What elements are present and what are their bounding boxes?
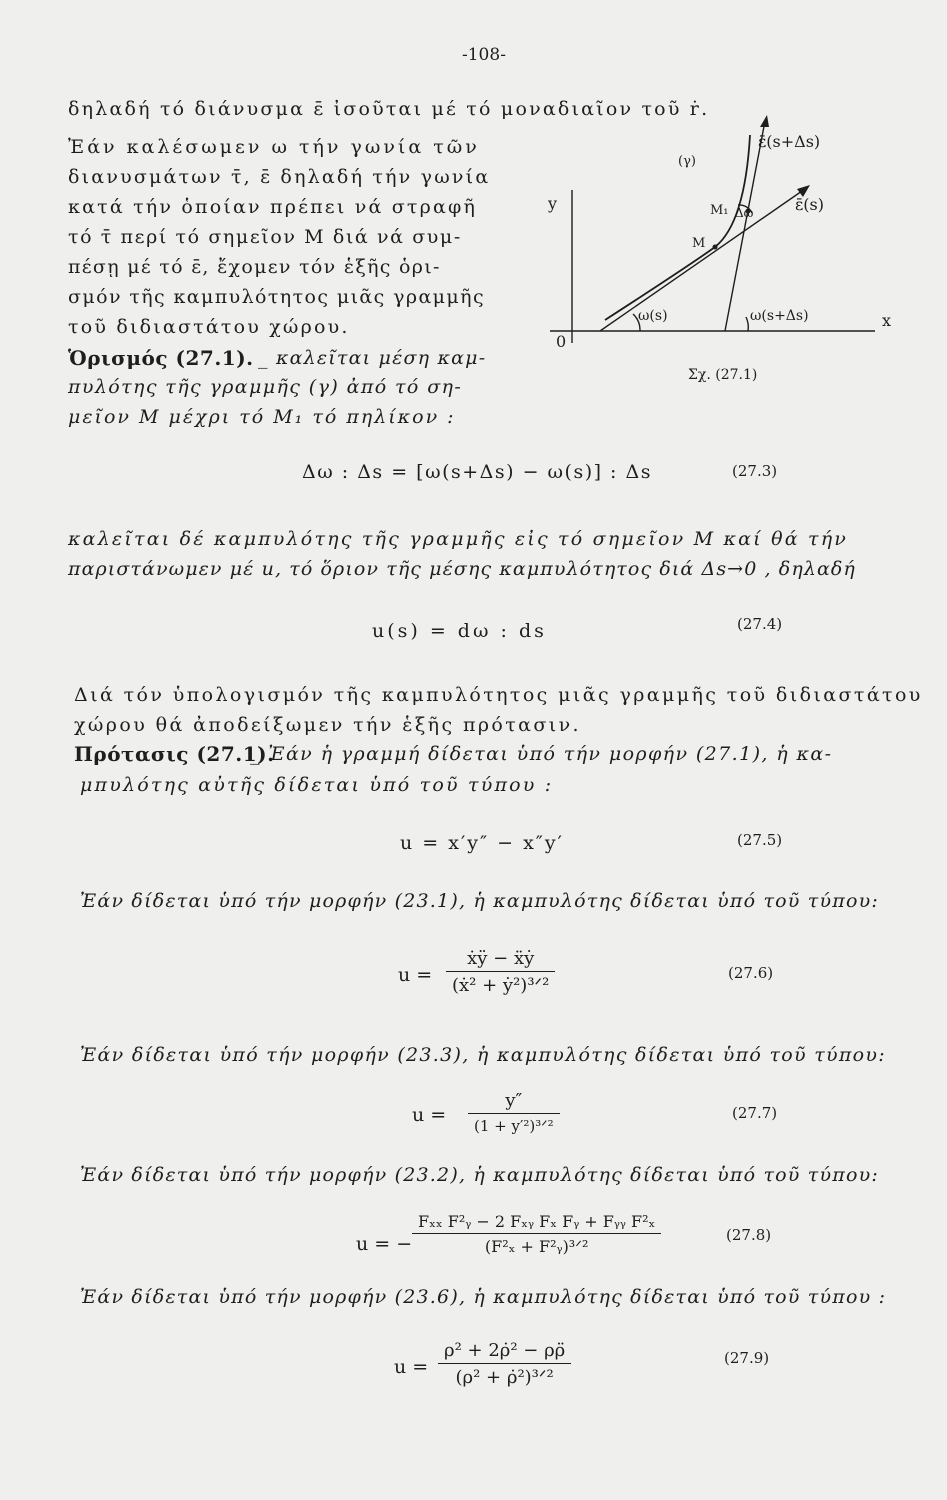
equation-27-9-fraction bbox=[438, 1340, 571, 1388]
denominator: (ẋ² + ẏ²)³ᐟ² bbox=[452, 975, 550, 996]
text-line: τό τ̄ περί τό σημεῖον Μ διά νά συμ- bbox=[68, 226, 462, 248]
label-omega-s-ds: ω(s+Δs) bbox=[750, 308, 809, 324]
equation-number: (27.9) bbox=[724, 1349, 770, 1367]
equation-27-5: u = x′y″ − x″y′ bbox=[400, 832, 564, 854]
label-eps-s-ds: ε̄(s+Δs) bbox=[758, 132, 821, 151]
equation-number: (27.5) bbox=[737, 831, 783, 849]
denominator: (1 + y′²)³ᐟ² bbox=[474, 1117, 554, 1135]
equation-27-6-fraction bbox=[446, 948, 555, 996]
curvature-figure bbox=[520, 95, 920, 395]
text-line: χώρου θά ἀποδείξωμεν τήν ἑξῆς πρότασιν. bbox=[74, 714, 581, 736]
text-line: Διά τόν ὑπολογισμόν τῆς καμπυλότητος μιᾶς γραμμῆς τοῦ διδιαστάτου bbox=[74, 684, 923, 706]
numerator: Fₓₓ F²ᵧ − 2 Fₓᵧ Fₓ Fᵧ + Fᵧᵧ F²ₓ bbox=[418, 1212, 656, 1231]
equation-27-3: Δω : Δs = [ω(s+Δs) − ω(s)] : Δs bbox=[302, 461, 652, 483]
equation-27-6-lhs: u = bbox=[398, 964, 433, 986]
text-line: Ἐάν καλέσωμεν ω τήν γωνία τῶν bbox=[68, 136, 480, 158]
numerator: y″ bbox=[505, 1090, 523, 1111]
denominator: (ρ² + ρ̇²)³ᐟ² bbox=[455, 1367, 554, 1388]
figure-caption: Σχ. (27.1) bbox=[688, 367, 758, 383]
denominator: (F²ₓ + F²ᵧ)³ᐟ² bbox=[484, 1237, 589, 1256]
label-origin: 0 bbox=[556, 332, 567, 351]
text-line: Ἐάν δίδεται ὑπό τήν μορφήν (23.3), ἡ καμπυλότης δίδεται ὑπό τοῦ τύπου: bbox=[80, 1044, 886, 1066]
equation-number: (27.8) bbox=[726, 1226, 772, 1244]
label-gamma: (γ) bbox=[678, 154, 696, 169]
proposition-heading: Πρότασις (27.1). bbox=[74, 742, 275, 766]
text-line: τοῦ διδιαστάτου χώρου. bbox=[68, 316, 350, 338]
label-y: y bbox=[548, 194, 558, 213]
label-eps-s: ε̄(s) bbox=[795, 195, 824, 214]
text-line: _ Ἐάν ἡ γραμμή δίδεται ὑπό τήν μορφήν (27.1), ἡ κα- bbox=[250, 743, 833, 765]
label-omega-s: ω(s) bbox=[638, 308, 668, 324]
text-line: παριστάνωμεν μέ u, τό ὅριον τῆς μέσης καμπυλότητος διά Δs→0 , δηλαδή bbox=[68, 558, 856, 580]
equation-27-7-fraction bbox=[468, 1090, 560, 1135]
text-line: _ καλεῖται μέση καμ- bbox=[258, 347, 487, 369]
text-line: πυλότης τῆς γραμμῆς (γ) ἀπό τό ση- bbox=[68, 376, 463, 398]
label-delta-omega: Δω bbox=[735, 206, 754, 220]
numerator: ρ² + 2ρ̇² − ρρ̈ bbox=[444, 1340, 566, 1361]
text-line: καλεῖται δέ καμπυλότης τῆς γραμμῆς εἰς τό σημεῖον Μ καί θά τήν bbox=[68, 528, 849, 550]
equation-27-4: u(s) = dω : ds bbox=[372, 620, 547, 642]
text-line: σμόν τῆς καμπυλότητος μιᾶς γραμμῆς bbox=[68, 286, 486, 308]
equation-number: (27.3) bbox=[732, 462, 778, 480]
equation-27-8-fraction bbox=[412, 1212, 661, 1256]
text-line: μεῖον Μ μέχρι τό Μ₁ τό πηλίκον : bbox=[68, 406, 456, 428]
point-m bbox=[713, 245, 718, 250]
numerator: ẋÿ − ẍẏ bbox=[467, 948, 535, 969]
text-line: διανυσμάτων τ̄, ε̄ δηλαδή τήν γωνία bbox=[68, 166, 491, 188]
text-line: Ἐάν δίδεται ὑπό τήν μορφήν (23.1), ἡ καμπυλότης δίδεται ὑπό τοῦ τύπου: bbox=[80, 890, 879, 912]
equation-number: (27.7) bbox=[732, 1104, 778, 1122]
label-m: Μ bbox=[692, 236, 706, 251]
label-x: x bbox=[882, 311, 892, 330]
page-number: -108- bbox=[462, 45, 506, 65]
definition-heading: Ὁρισμός (27.1). bbox=[68, 346, 254, 370]
equation-27-9-lhs: u = bbox=[394, 1356, 429, 1378]
text-line: Ἐάν δίδεται ὑπό τήν μορφήν (23.2), ἡ καμπυλότης δίδεται ὑπό τοῦ τύπου: bbox=[80, 1164, 879, 1186]
label-m1: Μ₁ bbox=[710, 203, 729, 218]
equation-number: (27.4) bbox=[737, 615, 783, 633]
text-line: Ἐάν δίδεται ὑπό τήν μορφήν (23.6), ἡ καμπυλότης δίδεται ὑπό τοῦ τύπου : bbox=[80, 1286, 887, 1308]
text-line: κατά τήν ὁποίαν πρέπει νά στραφῆ bbox=[68, 196, 478, 218]
text-line: πέσῃ μέ τό ε̄, ἔχομεν τόν ἑξῆς ὁρι- bbox=[68, 256, 441, 278]
equation-27-7-lhs: u = bbox=[412, 1104, 447, 1126]
equation-number: (27.6) bbox=[728, 964, 774, 982]
text-line: δηλαδή τό διάνυσμα ε̄ ἰσοῦται μέ τό μοναδιαῖον τοῦ ṙ. bbox=[68, 98, 710, 120]
equation-27-8-lhs: u = − bbox=[356, 1233, 413, 1255]
text-line: μπυλότης αὐτῆς δίδεται ὑπό τοῦ τύπου : bbox=[80, 774, 554, 796]
